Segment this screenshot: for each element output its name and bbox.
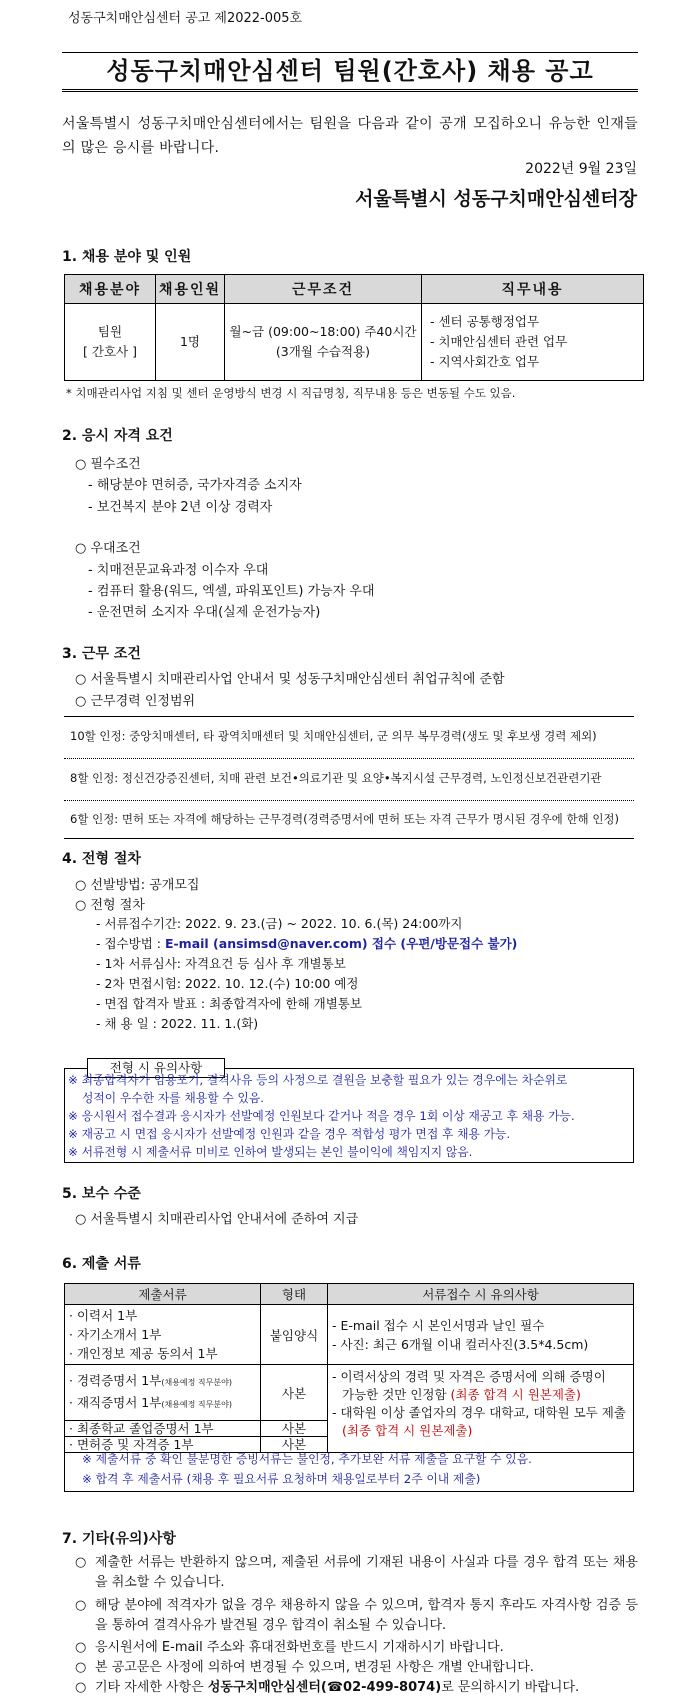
required-item: - 보건복지 분야 2년 이상 경력자 — [88, 500, 273, 515]
doc-name: · 경력증명서 1부 — [69, 1372, 162, 1388]
procedure-first: - 1차 서류심사: 자격요건 등 심사 후 개별통보 — [96, 956, 346, 971]
career-rule: 10할 인정: 중앙치매센터, 타 광역치매센터 및 치매안심센터, 군 의무 복무경력(생도 및 후보생 경력 제외) — [70, 729, 597, 743]
etc-text: 해당 분야에 적격자가 없을 경우 채용하지 않을 수 있으며, 합격자 통지 후라도 자격사항 검증 등을 통하여 결격사유가 발견될 경우 합격이 취소될 수 있습니다. — [95, 1598, 638, 1633]
form-cell: 사본 — [261, 1421, 328, 1437]
page-title: 성동구치매안심센터 팀원(간호사) 채용 공고 — [106, 57, 594, 85]
preferred-title: ○ 우대조건 — [75, 541, 141, 556]
procedure-title: ○ 전형 절차 — [75, 898, 145, 913]
divider — [64, 758, 634, 759]
bullet: ○ — [75, 1660, 87, 1675]
note-cell — [328, 1365, 634, 1453]
count-cell: 1명 — [156, 304, 225, 381]
apply-label: - 접수방법 : — [96, 936, 165, 951]
etc-text: 제출한 서류는 반환하지 않으며, 제출된 서류에 기재된 내용이 사실과 다를 경우 합격 또는 채용을 취소할 수 있습니다. — [95, 1555, 638, 1590]
doc-item: · 개인정보 제공 동의서 1부 — [69, 1346, 218, 1361]
procedure-announce: - 면접 합격자 발표 : 최종합격자에 한해 개별통보 — [96, 996, 362, 1011]
etc-item — [75, 1638, 638, 1658]
preferred-item: - 운전면허 소지자 우대(실제 운전가능자) — [88, 605, 321, 620]
th-condition: 근무조건 — [225, 275, 422, 304]
doc-name: · 재직증명서 1부 — [69, 1394, 162, 1410]
form-cell: 붙임양식 — [261, 1305, 328, 1365]
bullet: ○ — [75, 1680, 87, 1695]
caution-item: ※ 최종합격자가 임용포기, 결격사유 등의 사정으로 결원을 보충할 필요가 있는 경우에는 차순위로 — [68, 1073, 568, 1087]
th-field: 채용분야 — [65, 275, 156, 304]
doc-group-2 — [65, 1365, 261, 1421]
divider — [64, 800, 634, 801]
required-item: - 해당분야 면허증, 국가자격증 소지자 — [88, 478, 302, 493]
duty-item: - 치매안심센터 관련 업무 — [430, 334, 568, 349]
signer: 서울특별시 성동구치매안심센터장 — [355, 188, 637, 210]
form-cell: 사본 — [261, 1437, 328, 1453]
etc-text — [95, 1678, 638, 1698]
section-1-title: 1. 채용 분야 및 인원 — [62, 249, 192, 265]
note-item: - 사진: 최근 6개월 이내 컬러사진(3.5*4.5cm) — [332, 1336, 589, 1352]
apply-email: E-mail (ansimsd@naver.com) 접수 (우편/방문접수 불가) — [164, 936, 518, 951]
etc-text: 본 공고문은 사정에 의하여 변경될 수 있으며, 변경된 사항은 개별 안내합니다. — [95, 1660, 534, 1675]
condition-hours: 월~금 (09:00~18:00) 주40시간 — [229, 324, 417, 339]
doc-item: · 이력서 1부 — [69, 1308, 138, 1323]
etc-item — [75, 1596, 638, 1636]
th-notes: 서류접수 시 유의사항 — [328, 1284, 634, 1305]
th-document: 제출서류 — [65, 1284, 261, 1305]
doc-group-4: · 면허증 및 자격증 1부 — [65, 1437, 261, 1453]
note-item — [332, 1386, 632, 1404]
note-text: 가능한 것만 인정함 — [342, 1387, 451, 1402]
notice-number: 성동구치매안심센터 공고 제2022-005호 — [68, 11, 303, 26]
etc-item — [75, 1658, 638, 1678]
contact-info: 성동구치매안심센터(☎02-499-8074) — [207, 1680, 442, 1695]
condition-item: ○ 서울특별시 치매관리사업 안내서 및 성동구치매안심센터 취업규칙에 준함 — [75, 672, 505, 687]
doc-item: · 자기소개서 1부 — [69, 1327, 162, 1342]
etc-text: 응시원서에 E-mail 주소와 휴대전화번호를 반드시 기재하시기 바랍니다. — [95, 1640, 504, 1655]
bullet: ○ — [75, 1555, 87, 1570]
note-cell — [328, 1305, 634, 1365]
title-box — [62, 52, 638, 92]
note-item: - E-mail 접수 시 본인서명과 날인 필수 — [332, 1317, 545, 1333]
caution-item: 성적이 우수한 자를 채용할 수 있음. — [82, 1091, 265, 1105]
documents-note: ※ 제출서류 중 확인 불분명한 증빙서류는 불인정, 추가보완 서류 제출을 요구할 수 있음. — [82, 1452, 532, 1466]
etc-item — [75, 1553, 638, 1593]
th-form: 형태 — [261, 1284, 328, 1305]
section-5-title: 5. 보수 수준 — [62, 1186, 141, 1202]
duty-item: - 지역사회간호 업무 — [430, 354, 540, 369]
caution-title: 전형 시 유의사항 — [87, 1058, 225, 1078]
procedure-hire: - 채 용 일 : 2022. 11. 1.(화) — [96, 1016, 259, 1031]
doc-qualifier: (채용예정 직무분야) — [161, 1399, 232, 1409]
procedure-apply — [96, 934, 517, 952]
form-cell: 사본 — [261, 1365, 328, 1421]
preferred-item: - 컴퓨터 활용(워드, 엑셀, 파워포인트) 가능자 우대 — [88, 584, 375, 599]
caution-item: ※ 서류전형 시 제출서류 미비로 인하여 발생되는 본인 불이익에 책임지지 않음. — [68, 1145, 473, 1159]
procedure-period: - 서류접수기간: 2022. 9. 23.(금) ~ 2022. 10. 6.(목) 24:00까지 — [96, 916, 463, 931]
section-3-title: 3. 근무 조건 — [62, 646, 141, 662]
bullet: ○ — [75, 1640, 87, 1655]
th-count: 채용인원 — [156, 275, 225, 304]
note-item: - 이력서상의 경력 및 자격은 증명서에 의해 증명이 — [332, 1369, 606, 1384]
field-role: [ 간호사 ] — [83, 344, 137, 359]
bullet: ○ — [75, 1598, 87, 1613]
field-name: 팀원 — [97, 324, 123, 339]
condition-cell — [225, 304, 422, 381]
caution-item: ※ 재공고 시 면접 응시자가 선발예정 인원과 같을 경우 적합성 평가 면접 후 채용 가능. — [68, 1127, 511, 1141]
th-duty: 직무내용 — [422, 275, 644, 304]
documents-table — [64, 1283, 634, 1453]
contact-prefix: 기타 자세한 사항은 — [95, 1680, 208, 1695]
documents-note: ※ 합격 후 제출서류 (채용 후 필요서류 요청하며 채용일로부터 2주 이내 제출) — [82, 1472, 481, 1486]
career-rule: 8할 인정: 정신건강증진센터, 치매 관련 보건•의료기관 및 요양•복지시설 근무경력, 노인정신보건관련기관 — [70, 771, 602, 785]
duty-cell — [422, 304, 644, 381]
divider — [64, 838, 634, 839]
condition-item: ○ 근무경력 인정범위 — [75, 694, 196, 709]
section-6-title: 6. 제출 서류 — [62, 1256, 141, 1272]
procedure-second: - 2차 면접시험: 2022. 10. 12.(수) 10:00 예정 — [96, 976, 359, 991]
etc-item — [75, 1678, 638, 1698]
announce-date: 2022년 9월 23일 — [525, 161, 637, 177]
caution-item: ※ 응시원서 접수결과 응시자가 선발예정 인원보다 같거나 적을 경우 1회 이상 재공고 후 채용 가능. — [68, 1109, 575, 1123]
duty-item: - 센터 공통행정업무 — [430, 314, 540, 329]
doc-group-1 — [65, 1305, 261, 1365]
condition-probation: (3개월 수습적용) — [275, 344, 371, 359]
recruit-table — [64, 274, 644, 381]
doc-item — [69, 1371, 259, 1393]
career-rule: 6할 인정: 면허 또는 자격에 해당하는 근무경력(경력증명서에 면허 또는 자격 근무가 명시된 경우에 한해 인정) — [70, 812, 620, 826]
doc-qualifier: (채용예정 직무분야) — [161, 1377, 232, 1387]
preferred-item: - 치매전문교육과정 이수자 우대 — [88, 563, 269, 578]
selection-method: ○ 선발방법: 공개모집 — [75, 878, 200, 893]
section-2-title: 2. 응시 자격 요건 — [62, 428, 173, 444]
section-4-title: 4. 전형 절차 — [62, 851, 141, 867]
contact-suffix: 로 문의하시기 바랍니다. — [441, 1680, 580, 1695]
note-item: - 대학원 이상 졸업자의 경우 대학교, 대학원 모두 제출 — [332, 1405, 626, 1420]
doc-item — [69, 1393, 259, 1415]
pay-item: ○ 서울특별시 치매관리사업 안내서에 준하여 지급 — [75, 1212, 359, 1227]
divider — [64, 716, 634, 717]
field-cell — [65, 304, 156, 381]
section-7-title: 7. 기타(유의)사항 — [62, 1531, 176, 1547]
doc-group-3: · 최종학교 졸업증명서 1부 — [65, 1421, 261, 1437]
table-note: * 치매관리사업 지침 및 센터 운영방식 변경 시 직급명칭, 직무내용 등은 변동될 수도 있음. — [66, 386, 516, 400]
required-title: ○ 필수조건 — [75, 457, 141, 472]
intro-text: 서울특별시 성동구치매안심센터에서는 팀원을 다음과 같이 공개 모집하오니 유능한 인재들의 많은 응시를 바랍니다. — [62, 116, 638, 156]
note-red: (최종 합격 시 원본제출) — [342, 1423, 473, 1438]
note-red: (최종 합격 시 원본제출) — [450, 1387, 581, 1402]
